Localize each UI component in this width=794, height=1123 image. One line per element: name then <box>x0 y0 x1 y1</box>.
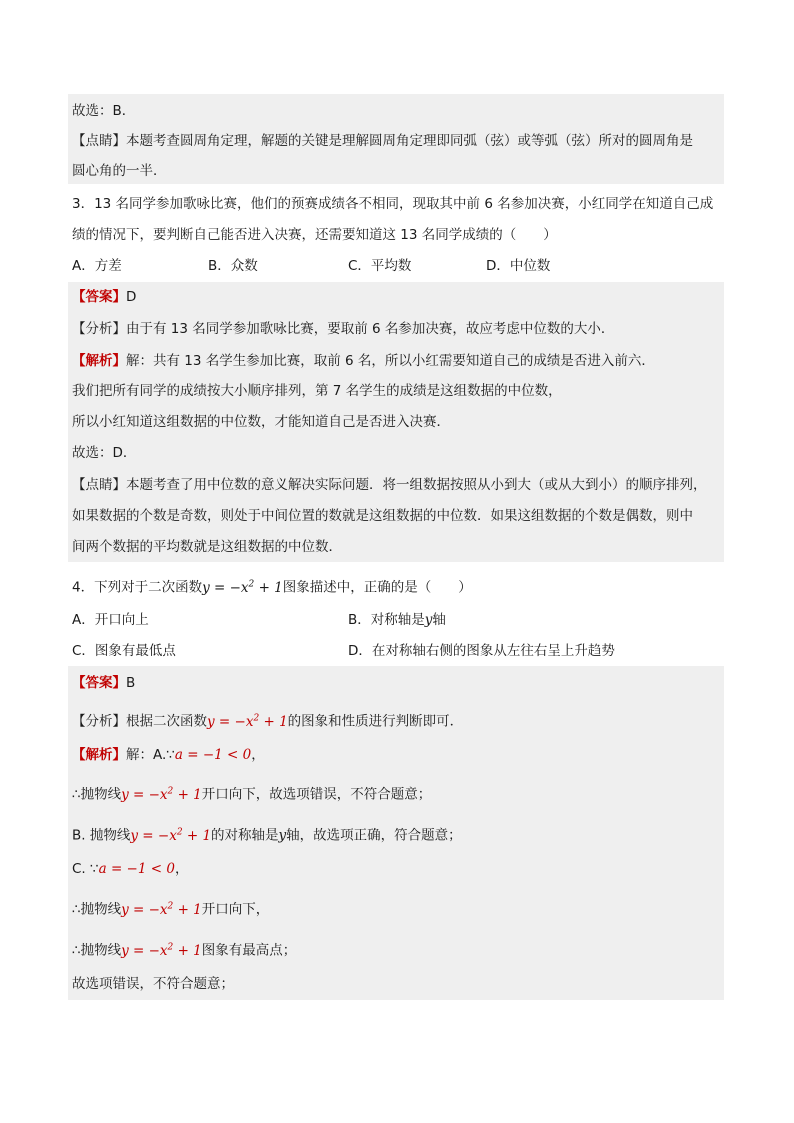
q4-solution-line-1: 【解析】解：A.∵a = −1 < 0， <box>72 747 265 763</box>
function-expression: $y = -x^2 + 1$ <box>121 942 202 959</box>
q3-stem-line-1: 3．13 名同学参加歌咏比赛，他们的预赛成绩各不相同，现取其中前 6 名参加决赛，小红同学在知道自己成 <box>72 196 714 212</box>
q3-solution-line-2: 我们把所有同学的成绩按大小顺序排列，第 7 名学生的成绩是这组数据的中位数， <box>72 383 562 399</box>
q4-solution-line-2: ∴抛物线$y = -x^2 + 1$开口向下，故选项错误，不符合题意； <box>72 786 432 803</box>
comment-tag: 【点睛】 <box>72 477 126 493</box>
solution-text: 解：共有 13 名学生参加比赛，取前 6 名，所以小红需要知道自己的成绩是否进入前六． <box>126 353 655 369</box>
function-expression: $y = -x^2 + 1$ <box>207 713 288 730</box>
q4-option-b: B．对称轴是y轴 <box>348 612 446 628</box>
comment-text: 本题考查了用中位数的意义解决实际问题．将一组数据按照从小到大（或从大到小）的顺序排列， <box>126 477 707 493</box>
answer-tag: 【答案】 <box>72 289 126 305</box>
q3-comment-line-2: 如果数据的个数是奇数，则处于中间位置的数就是这组数据的中位数．如果这组数据的个数是偶数，则中 <box>72 508 693 524</box>
q4-option-d: D．在对称轴右侧的图象从左往右呈上升趋势 <box>348 643 615 659</box>
q3-solution-line-3: 所以小红知道这组数据的中位数，才能知道自己是否进入决赛． <box>72 414 450 430</box>
analysis-tag: 【分析】 <box>72 713 126 730</box>
answer-value: D <box>126 289 137 305</box>
q4-solution-line-3: B. 抛物线$y = -x^2 + 1$的对称轴是y轴，故选项正确，符合题意； <box>72 827 462 844</box>
q4-option-c: C．图象有最低点 <box>72 643 176 659</box>
analysis-tag: 【分析】 <box>72 321 126 337</box>
function-expression: $y = -x^2 + 1$ <box>121 901 202 918</box>
answer-value: B <box>126 675 136 691</box>
q4-analysis: 【分析】根据二次函数$y = -x^2 + 1$的图象和性质进行判断即可． <box>72 713 464 730</box>
function-expression: $y = -x^2 + 1$ <box>202 579 283 596</box>
q3-option-b: B．众数 <box>208 258 258 274</box>
q3-comment-line-3: 间两个数据的平均数就是这组数据的中位数． <box>72 539 342 555</box>
q4-solution-line-4: C. ∵a = −1 < 0， <box>72 861 189 877</box>
inequality: a = −1 < 0 <box>98 861 175 877</box>
q3-answer <box>72 287 136 307</box>
function-expression: $y = -x^2 + 1$ <box>130 827 212 844</box>
q4-option-a: A．开口向上 <box>72 612 149 628</box>
stem-text: 图象描述中，正确的是（ ） <box>282 579 472 596</box>
q3-option-c: C．平均数 <box>348 258 412 274</box>
q4-solution-line-5: ∴抛物线$y = -x^2 + 1$开口向下， <box>72 901 270 918</box>
prev-comment-line-1 <box>72 131 693 151</box>
function-expression: $y = -x^2 + 1$ <box>121 786 202 803</box>
q3-option-a: A．方差 <box>72 258 122 274</box>
q3-conclusion: 故选：D． <box>72 445 137 461</box>
q4-solution-line-6: ∴抛物线$y = -x^2 + 1$图象有最高点； <box>72 942 297 959</box>
q3-comment-line-1 <box>72 475 707 495</box>
prev-comment-line-2: 圆心角的一半． <box>72 163 167 179</box>
comment-tag: 【点睛】 <box>72 133 126 149</box>
solution-tag: 【解析】 <box>72 747 126 763</box>
q3-stem-line-2: 绩的情况下，要判断自己能否进入决赛，还需要知道这 13 名同学成绩的（ ） <box>72 227 557 243</box>
q3-analysis <box>72 319 614 339</box>
analysis-text: 由于有 13 名同学参加歌咏比赛，要取前 6 名参加决赛，故应考虑中位数的大小． <box>126 321 615 337</box>
q3-solution-line-1 <box>72 351 655 371</box>
prev-conclusion: 故选：B． <box>72 103 136 119</box>
q4-solution-line-7: 故选项错误，不符合题意； <box>72 976 234 992</box>
inequality: a = −1 < 0 <box>174 747 252 763</box>
solution-tag: 【解析】 <box>72 353 126 369</box>
stem-text: 4．下列对于二次函数 <box>72 579 203 596</box>
q4-stem <box>72 574 472 598</box>
answer-tag: 【答案】 <box>72 675 126 691</box>
q3-option-d: D．中位数 <box>486 258 551 274</box>
comment-text: 本题考查圆周角定理，解题的关键是理解圆周角定理即同弧（弦）或等弧（弦）所对的圆周角是 <box>126 133 693 149</box>
q4-answer <box>72 673 135 693</box>
